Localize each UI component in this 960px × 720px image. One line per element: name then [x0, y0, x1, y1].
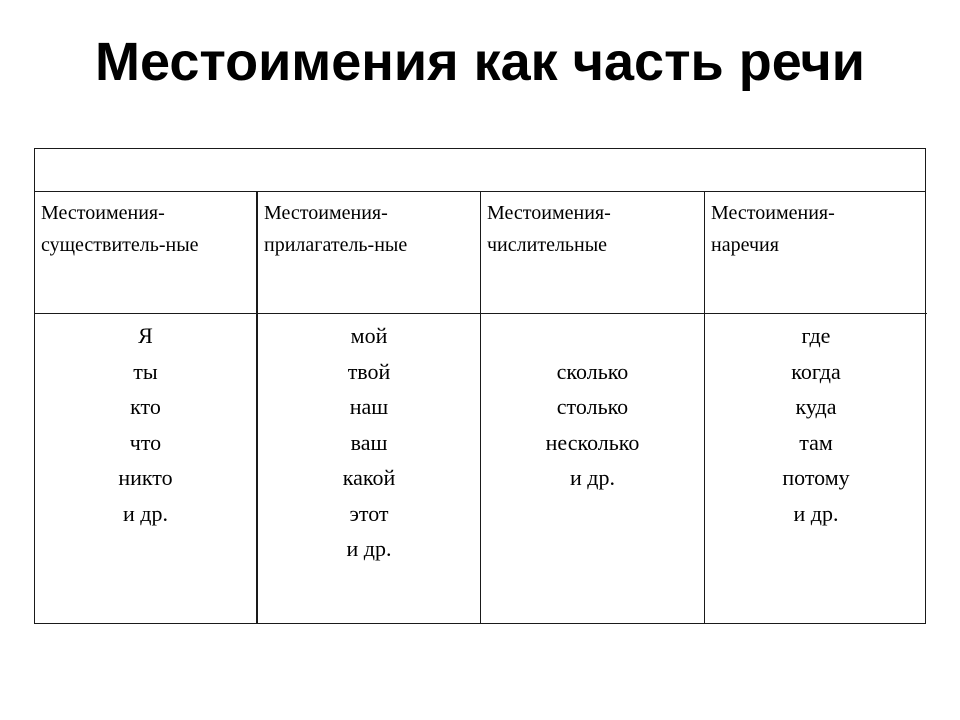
pronoun-word: наш — [349, 394, 389, 419]
words-cell — [258, 314, 480, 567]
column-header — [481, 192, 704, 314]
pronoun-word: никто — [118, 465, 173, 490]
pronoun-word: когда — [791, 358, 841, 384]
header-line: Местоимения- — [41, 202, 165, 224]
column-numerals — [481, 192, 705, 623]
pronouns-table — [34, 148, 926, 624]
pronoun-word: какой — [342, 465, 396, 490]
column-header — [705, 192, 927, 314]
column-nouns — [35, 192, 258, 623]
column-adverbs — [705, 192, 927, 623]
column-header — [258, 192, 480, 314]
pronoun-word: что — [129, 429, 162, 455]
header-line: прилагатель-ные — [264, 234, 408, 256]
words-cell — [705, 314, 927, 531]
pronoun-word: потому — [782, 465, 850, 490]
pronoun-word: столько — [556, 394, 629, 419]
pronoun-word: сколько — [556, 358, 629, 384]
pronoun-word: и др. — [346, 536, 392, 561]
pronoun-word: и др. — [123, 500, 168, 526]
pronoun-word: и др. — [570, 465, 615, 490]
pronoun-word: куда — [795, 394, 837, 419]
pronoun-word: где — [801, 323, 831, 348]
header-line: числительные — [487, 234, 608, 256]
pronoun-word: ты — [133, 358, 158, 384]
header-line: существитель-ные — [41, 234, 199, 256]
column-adjectives — [258, 192, 481, 623]
pronoun-word: твой — [347, 358, 391, 384]
pronoun-word: этот — [349, 500, 389, 526]
pronoun-word: Я — [138, 323, 153, 348]
header-line: наречия — [711, 234, 779, 256]
header-line: Местоимения- — [711, 202, 835, 224]
header-line: Местоимения- — [264, 202, 388, 224]
pronoun-word: там — [799, 429, 833, 455]
words-cell — [35, 314, 256, 531]
page-title: Местоимения как часть речи — [95, 32, 865, 92]
pronoun-word: и др. — [793, 500, 839, 526]
pronoun-word: ваш — [350, 429, 388, 455]
column-header — [35, 192, 256, 314]
header-line: Местоимения- — [487, 202, 611, 224]
table-top-row — [35, 149, 925, 192]
pronoun-word: мой — [350, 323, 388, 348]
pronoun-word: несколько — [545, 429, 640, 455]
words-cell — [481, 314, 704, 496]
pronoun-word: кто — [130, 394, 161, 419]
